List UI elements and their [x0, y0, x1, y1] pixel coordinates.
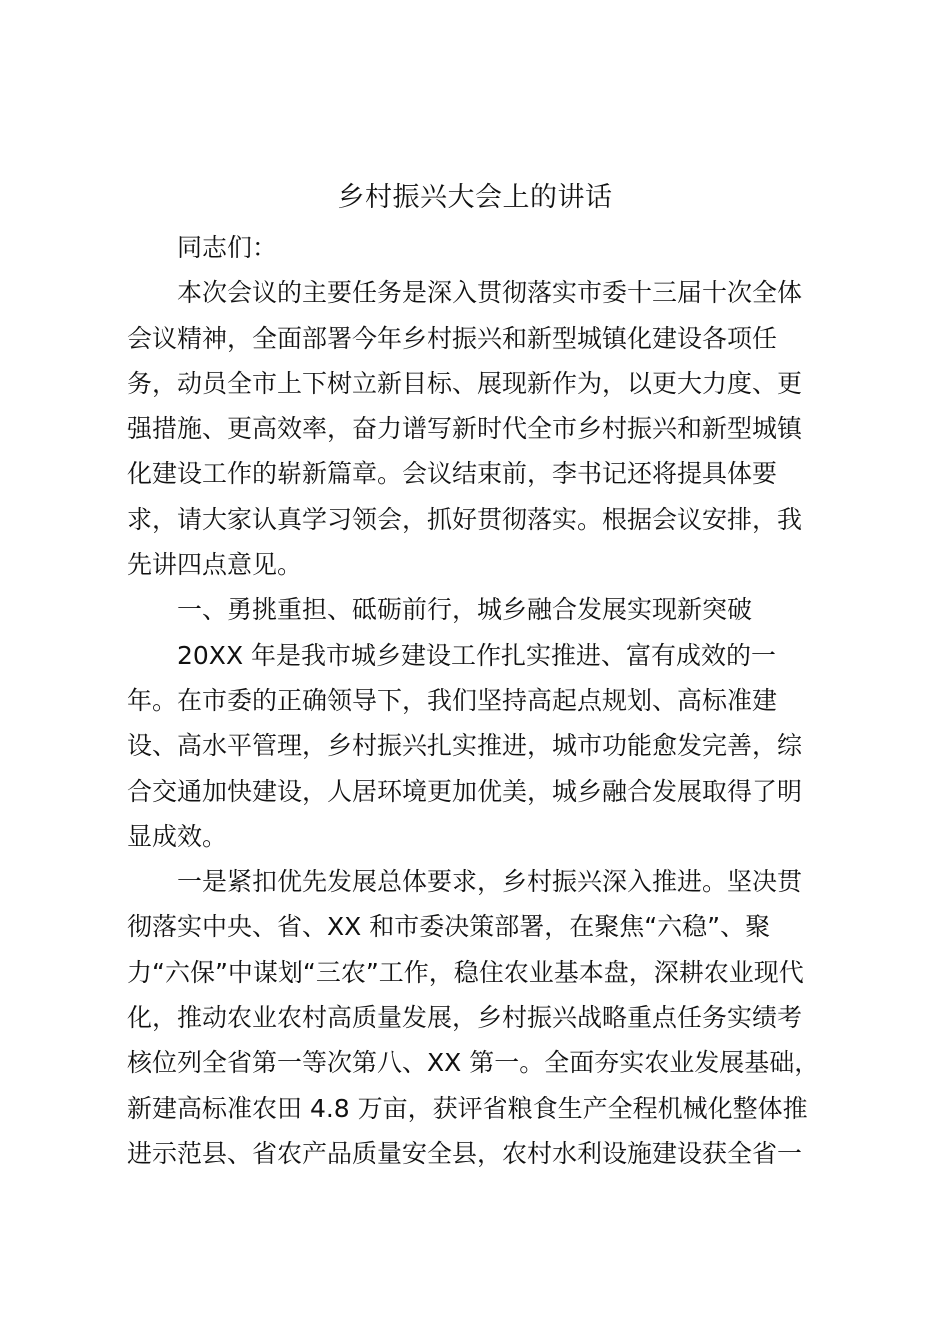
paragraph-line: 务，动员全市上下树立新目标、展现新作为，以更大力度、更 [127, 368, 803, 398]
paragraph-line: 进示范县、省农产品质量安全县，农村水利设施建设获全省一 [127, 1138, 803, 1168]
paragraph-line: 彻落实中央、省、XX 和市委决策部署，在聚焦“六稳”、聚 [127, 912, 771, 942]
paragraph-line: 本次会议的主要任务是深入贯彻落实市委十三届十次全体 [177, 278, 803, 308]
paragraph-line: 显成效。 [127, 821, 228, 851]
paragraph-line: 先讲四点意见。 [127, 550, 303, 580]
paragraph-line: 化，推动农业农村高质量发展，乡村振兴战略重点任务实绩考 [127, 1003, 803, 1033]
document-body [127, 225, 827, 1176]
paragraph-line: 强措施、更高效率，奋力谱写新时代全市乡村振兴和新型城镇 [127, 414, 803, 444]
paragraph-line: 一是紧扣优先发展总体要求，乡村振兴深入推进。坚决贯 [177, 867, 803, 897]
paragraph-line: 年。在市委的正确领导下，我们坚持高起点规划、高标准建 [127, 685, 778, 715]
salutation-line: 同志们： [177, 233, 278, 262]
paragraph-line: 设、高水平管理，乡村振兴扎实推进，城市功能愈发完善，综 [127, 731, 803, 761]
section-heading: 一、勇挑重担、砥砺前行，城乡融合发展实现新突破 [177, 595, 753, 625]
paragraph-line: 求，请大家认真学习领会，抓好贯彻落实。根据会议安排，我 [127, 504, 803, 534]
document-title: 乡村振兴大会上的讲话 [337, 182, 613, 213]
paragraph-line: 力“六保”中谋划“三农”工作，稳住农业基本盘，深耕农业现代 [127, 957, 804, 987]
paragraph-line: 新建高标准农田 4.8 万亩，获评省粮食生产全程机械化整体推 [127, 1093, 808, 1123]
paragraph-line: 合交通加快建设，人居环境更加优美，城乡融合发展取得了明 [127, 776, 803, 806]
paragraph-line: 化建设工作的崭新篇章。会议结束前，李书记还将提具体要 [127, 459, 778, 489]
paragraph-line: 核位列全省第一等次第八、XX 第一。全面夯实农业发展基础， [127, 1048, 820, 1078]
paragraph-line: 会议精神，全面部署今年乡村振兴和新型城镇化建设各项任 [127, 323, 778, 353]
paragraph-line: 20XX 年是我市城乡建设工作扎实推进、富有成效的一 [177, 640, 777, 670]
